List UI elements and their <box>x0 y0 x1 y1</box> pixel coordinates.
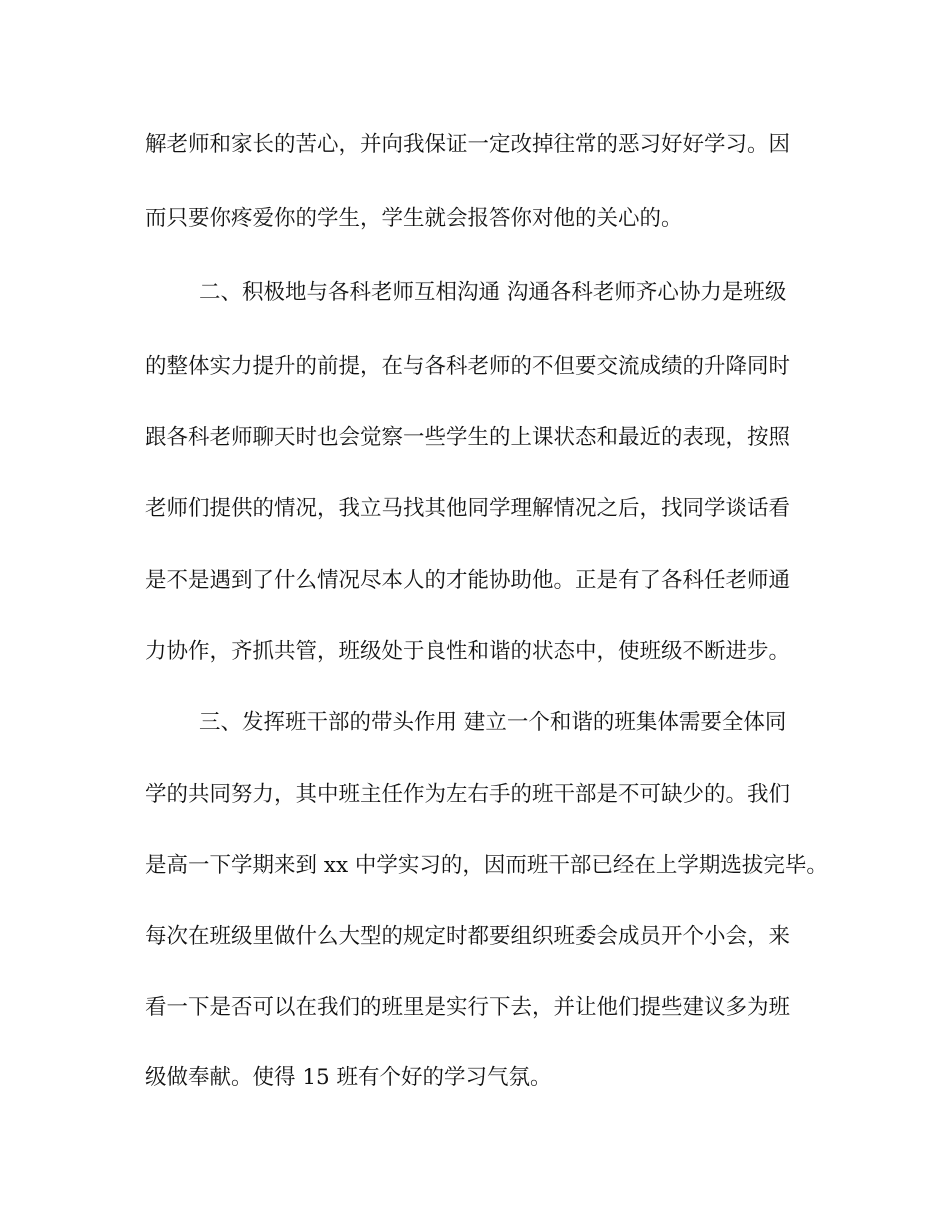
text-line-2: 而只要你疼爱你的学生，学生就会报答你对他的关心的。 <box>145 206 683 231</box>
text-line-12: 每次在班级里做什么大型的规定时都要组织班委会成员开个小会，来 <box>145 924 791 949</box>
text-line-5: 跟各科老师聊天时也会觉察一些学生的上课状态和最近的表现，按照 <box>145 425 791 450</box>
text-line-7: 是不是遇到了什么情况尽本人的才能协助他。正是有了各科任老师通 <box>145 568 791 593</box>
text-line-14: 级做奉献。使得 15 班有个好的学习气氛。 <box>145 1065 552 1090</box>
text-line-6: 老师们提供的情况，我立马找其他同学理解情况之后，找同学谈话看 <box>145 496 791 521</box>
text-line-1: 解老师和家长的苦心，并向我保证一定改掉往常的恶习好好学习。因 <box>145 132 791 157</box>
text-line-4: 的整体实力提升的前提，在与各科老师的不但要交流成绩的升降同时 <box>145 354 791 379</box>
text-line-8: 力协作，齐抓共管，班级处于良性和谐的状态中，使班级不断进步。 <box>145 639 791 664</box>
text-line-10: 学的共同努力，其中班主任作为左右手的班干部是不可缺少的。我们 <box>145 782 791 807</box>
text-line-13: 看一下是否可以在我们的班里是实行下去，并让他们提些建议多为班 <box>145 995 791 1020</box>
text-line-11: 是高一下学期来到 xx 中学实习的，因而班干部已经在上学期选拔完毕。 <box>145 853 828 878</box>
paragraph-heading-3: 三、发挥班干部的带头作用 建立一个和谐的班集体需要全体同 <box>199 710 787 735</box>
paragraph-heading-2: 二、积极地与各科老师互相沟通 沟通各科老师齐心协力是班级 <box>199 280 787 305</box>
